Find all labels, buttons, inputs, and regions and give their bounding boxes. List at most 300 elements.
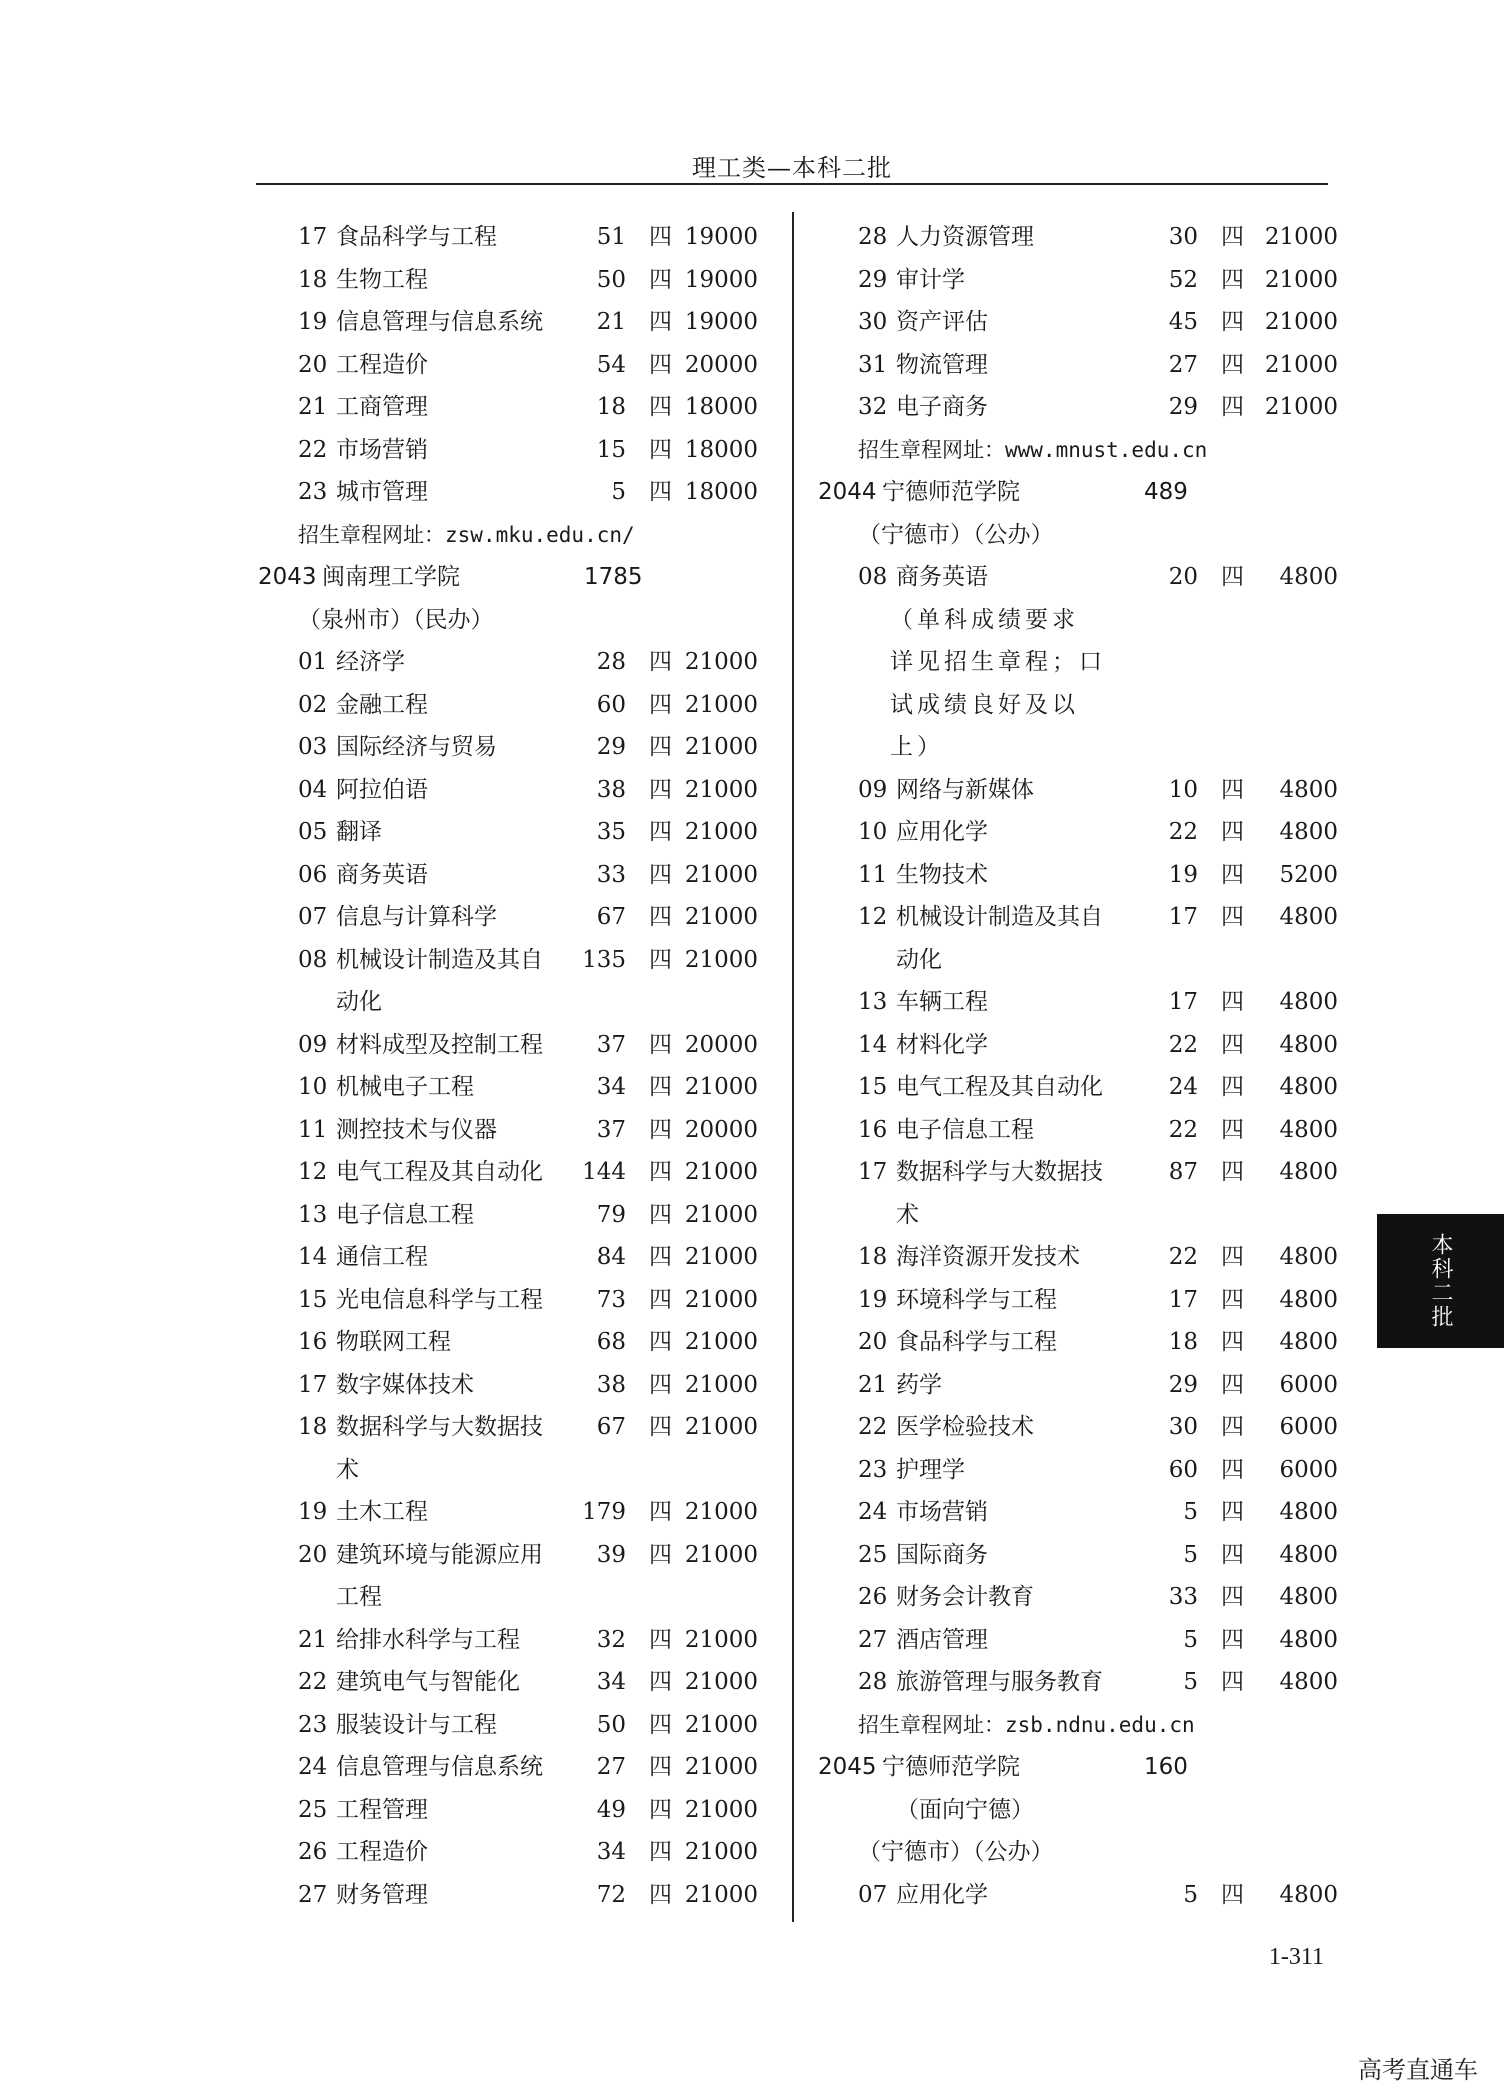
major-fee: 21000 [684,1286,758,1313]
major-code: 09 [858,776,888,803]
university-location: （宁德市）（公办） [858,1839,1054,1865]
major-code: 27 [858,1626,888,1653]
major-years: 四 [1221,1414,1244,1440]
major-row [258,1661,758,1704]
major-code: 24 [298,1754,328,1780]
major-fee: 21000 [684,776,758,803]
major-fee: 4800 [1279,1329,1338,1355]
major-code: 23 [858,1456,888,1483]
major-row [258,1534,758,1577]
major-years: 四 [649,861,672,888]
major-name: 建筑电气与智能化 [336,1669,520,1695]
major-row [818,1491,1338,1534]
major-code: 17 [298,1371,328,1398]
major-quota: 34 [596,1669,626,1695]
major-code: 28 [858,1669,888,1695]
major-years: 四 [649,1626,672,1653]
major-name: 翻译 [336,819,382,845]
major-code: 08 [858,564,888,590]
admission-url-row [258,514,758,557]
major-fee: 4800 [1279,1499,1338,1525]
major-row [258,1874,758,1917]
major-row [818,981,1338,1024]
major-code: 23 [298,479,328,505]
major-fee: 4800 [1279,1159,1338,1185]
major-years: 四 [649,1839,672,1865]
major-fee: 4800 [1279,989,1338,1015]
major-years: 四 [1221,1074,1244,1100]
major-quota: 84 [596,1244,626,1270]
major-row [818,769,1338,812]
major-quota: 39 [596,1541,626,1568]
major-years: 四 [1221,1329,1244,1355]
major-fee: 21000 [684,1499,758,1525]
major-quota: 29 [1168,394,1198,420]
major-code: 20 [298,1541,328,1568]
major-years: 四 [649,734,672,760]
major-code: 16 [298,1329,328,1355]
major-fee: 4800 [1279,1116,1338,1143]
side-tab [1377,1214,1504,1348]
university-name-continuation-row [818,1789,1338,1832]
major-fee: 4800 [1279,1669,1338,1695]
major-row [818,1661,1338,1704]
major-quota: 17 [1168,904,1198,930]
major-fee: 20000 [684,1031,758,1058]
major-row [258,1024,758,1067]
major-name: 信息管理与信息系统 [336,1754,543,1780]
major-years: 四 [649,1541,672,1568]
major-row [818,896,1338,939]
university-code: 2045 [818,1754,877,1780]
major-name: 电子信息工程 [896,1116,1034,1143]
major-name: 医学检验技术 [896,1414,1034,1440]
major-years: 四 [1221,1116,1244,1143]
major-fee: 21000 [684,649,758,675]
major-row [818,259,1338,302]
major-years: 四 [1221,1626,1244,1653]
location-row [258,599,758,642]
major-fee: 20000 [684,1116,758,1143]
major-fee: 4800 [1279,776,1338,803]
admission-url-row [818,1704,1338,1747]
major-years: 四 [649,1371,672,1398]
major-row [258,1109,758,1152]
major-years: 四 [649,819,672,845]
major-name: 海洋资源开发技术 [896,1244,1080,1270]
major-row [258,939,758,982]
major-fee: 21000 [684,734,758,760]
major-name: 商务英语 [896,564,988,590]
major-years: 四 [649,904,672,930]
major-name: 数据科学与大数据技 [336,1414,543,1440]
major-row [258,1704,758,1747]
major-code: 16 [858,1116,888,1143]
major-code: 32 [858,394,888,420]
major-code: 11 [858,861,888,888]
major-years: 四 [649,394,672,420]
major-fee: 21000 [684,1541,758,1568]
major-years: 四 [649,1499,672,1525]
major-quota: 29 [596,734,626,760]
major-years: 四 [649,224,672,250]
major-name: 信息与计算科学 [336,904,497,930]
major-note: 上） [890,734,944,760]
major-years: 四 [649,1329,672,1355]
major-name: 应用化学 [896,1881,988,1908]
major-code: 01 [298,649,328,675]
major-row [818,1151,1338,1194]
major-years: 四 [1221,224,1244,250]
major-years: 四 [649,649,672,675]
major-years: 四 [649,1711,672,1738]
major-years: 四 [649,266,672,293]
major-years: 四 [1221,1371,1244,1398]
major-quota: 50 [596,266,626,293]
major-name-continuation-row [258,981,758,1024]
major-name: 食品科学与工程 [896,1329,1057,1355]
major-code: 27 [298,1881,328,1908]
major-row [258,386,758,429]
major-code: 19 [298,1499,328,1525]
major-code: 22 [858,1414,888,1440]
major-quota: 28 [596,649,626,675]
major-years: 四 [1221,394,1244,420]
major-name: 护理学 [896,1456,965,1483]
major-name: 工程造价 [336,1839,428,1865]
major-code: 25 [298,1796,328,1823]
major-name: 材料化学 [896,1031,988,1058]
major-row [818,301,1338,344]
major-fee: 21000 [684,861,758,888]
major-name: 物联网工程 [336,1329,451,1355]
location-row [818,1831,1338,1874]
major-quota: 27 [596,1754,626,1780]
major-name: 电气工程及其自动化 [336,1159,543,1185]
major-fee: 21000 [684,1371,758,1398]
major-code: 14 [298,1244,328,1270]
major-name: 材料成型及控制工程 [336,1031,543,1058]
major-quota: 79 [596,1201,626,1228]
major-name: 工程造价 [336,351,428,378]
major-name-continuation-row [818,1194,1338,1237]
major-fee: 21000 [684,1669,758,1695]
major-name: 财务会计教育 [896,1584,1034,1610]
major-name: 国际商务 [896,1541,988,1568]
major-row [258,854,758,897]
major-name: 给排水科学与工程 [336,1626,520,1653]
major-name-continuation-row [258,1449,758,1492]
major-fee: 21000 [684,1839,758,1865]
major-fee: 21000 [684,1244,758,1270]
major-quota: 60 [1168,1456,1198,1483]
major-name: 资产评估 [896,309,988,335]
major-quota: 5 [1183,1626,1198,1653]
page-header-title: 理工类—本科二批 [692,154,892,182]
major-code: 11 [298,1116,328,1143]
major-quota: 179 [582,1499,626,1525]
major-row [818,1236,1338,1279]
major-code: 20 [298,351,328,378]
column-divider [792,212,794,1922]
major-quota: 5 [1183,1669,1198,1695]
major-name: 通信工程 [336,1244,428,1270]
major-row [258,1364,758,1407]
major-fee: 6000 [1279,1371,1338,1398]
major-code: 05 [298,819,328,845]
major-years: 四 [1221,1584,1244,1610]
major-name: 车辆工程 [896,989,988,1015]
major-name: 环境科学与工程 [896,1286,1057,1313]
major-row [258,1406,758,1449]
major-code: 30 [858,309,888,335]
major-name: 建筑环境与能源应用 [336,1541,543,1568]
major-years: 四 [1221,1499,1244,1525]
university-row [818,1746,1338,1789]
major-code: 14 [858,1031,888,1058]
major-fee: 4800 [1279,819,1338,845]
major-name: 数据科学与大数据技 [896,1159,1103,1185]
major-row [818,1576,1338,1619]
major-years: 四 [1221,989,1244,1015]
note-row [818,684,1338,727]
major-row [818,1534,1338,1577]
major-quota: 5 [1183,1881,1198,1908]
major-row [258,301,758,344]
major-code: 08 [298,946,328,973]
university-row [818,471,1338,514]
major-years: 四 [1221,1541,1244,1568]
major-fee: 18000 [684,394,758,420]
major-years: 四 [1221,1456,1244,1483]
major-row [258,429,758,472]
major-code: 09 [298,1031,328,1058]
major-code: 18 [298,266,328,293]
major-note: （单科成绩要求 [890,606,1079,633]
major-quota: 18 [1168,1329,1198,1355]
major-quota: 5 [611,479,626,505]
major-name: 电子信息工程 [336,1201,474,1228]
major-code: 12 [858,904,888,930]
major-name: 土木工程 [336,1499,428,1525]
major-fee: 4800 [1279,1584,1338,1610]
major-years: 四 [649,1669,672,1695]
major-row [258,1746,758,1789]
major-row [818,1024,1338,1067]
major-fee: 21000 [684,1754,758,1780]
major-years: 四 [649,1159,672,1185]
major-years: 四 [1221,309,1244,335]
major-fee: 21000 [1264,309,1338,335]
major-fee: 19000 [684,266,758,293]
major-years: 四 [649,309,672,335]
university-name-continuation: （面向宁德） [896,1796,1034,1823]
major-row [818,1066,1338,1109]
major-years: 四 [649,1244,672,1270]
major-fee: 4800 [1279,1244,1338,1270]
major-years: 四 [1221,776,1244,803]
major-name: 人力资源管理 [896,224,1034,250]
major-row [258,896,758,939]
major-name: 物流管理 [896,351,988,378]
major-quota: 54 [596,351,626,378]
major-code: 02 [298,691,328,718]
major-fee: 4800 [1279,904,1338,930]
major-years: 四 [649,1074,672,1100]
major-row [258,344,758,387]
major-quota: 87 [1168,1159,1198,1185]
major-name: 食品科学与工程 [336,224,497,250]
major-row [258,1321,758,1364]
major-name: 经济学 [336,649,405,675]
major-fee: 21000 [684,1626,758,1653]
major-name: 工程管理 [336,1796,428,1823]
major-quota: 33 [1168,1584,1198,1610]
major-years: 四 [1221,1159,1244,1185]
major-row [258,1491,758,1534]
major-quota: 38 [596,776,626,803]
watermark: 高考直通车 [1358,2056,1478,2084]
major-fee: 21000 [1264,224,1338,250]
major-code: 18 [858,1244,888,1270]
major-code: 10 [858,819,888,845]
university-name: 宁德师范学院 [882,479,1020,505]
major-quota: 33 [596,861,626,888]
major-quota: 37 [596,1116,626,1143]
major-fee: 21000 [684,946,758,973]
major-fee: 21000 [684,819,758,845]
major-row [258,811,758,854]
major-code: 04 [298,776,328,803]
major-quota: 73 [596,1286,626,1313]
major-name: 网络与新媒体 [896,776,1034,803]
major-code: 13 [858,989,888,1015]
major-fee: 4800 [1279,1541,1338,1568]
university-name: 宁德师范学院 [882,1754,1020,1780]
major-fee: 21000 [1264,266,1338,293]
right-column [818,216,1338,1916]
university-code: 2043 [258,564,317,590]
major-years: 四 [1221,819,1244,845]
page-number: 1-311 [1268,1944,1324,1970]
major-years: 四 [1221,564,1244,590]
major-fee: 21000 [684,1329,758,1355]
major-quota: 17 [1168,1286,1198,1313]
major-name-continuation-row [258,1576,758,1619]
major-quota: 45 [1168,309,1198,335]
major-name: 阿拉伯语 [336,776,428,803]
major-quota: 35 [596,819,626,845]
major-row [258,1789,758,1832]
major-fee: 21000 [684,1881,758,1908]
major-years: 四 [649,351,672,378]
major-quota: 67 [596,904,626,930]
major-fee: 21000 [684,1796,758,1823]
major-years: 四 [649,1201,672,1228]
major-quota: 5 [1183,1541,1198,1568]
major-name: 生物工程 [336,266,428,293]
admission-url: 招生章程网址：zsb.ndnu.edu.cn [858,1712,1195,1737]
major-row [258,1151,758,1194]
major-code: 26 [858,1584,888,1610]
major-years: 四 [1221,266,1244,293]
major-quota: 60 [596,691,626,718]
major-name: 数字媒体技术 [336,1371,474,1398]
major-fee: 21000 [684,1201,758,1228]
major-code: 22 [298,1669,328,1695]
major-row [258,1194,758,1237]
major-name-continuation: 术 [336,1456,359,1483]
major-row [258,216,758,259]
major-quota: 34 [596,1074,626,1100]
major-years: 四 [649,436,672,463]
admission-url: 招生章程网址：zsw.mku.edu.cn/ [298,522,635,547]
major-name: 商务英语 [336,861,428,888]
major-row [258,471,758,514]
major-name-continuation: 动化 [896,946,942,973]
major-row [818,1279,1338,1322]
major-name: 工商管理 [336,394,428,420]
major-quota: 20 [1168,564,1198,590]
major-row [258,259,758,302]
side-tab-label: 本科二批 [1428,1233,1453,1329]
major-row [818,1109,1338,1152]
major-quota: 24 [1168,1074,1198,1100]
major-code: 26 [298,1839,328,1865]
major-fee: 21000 [684,1414,758,1440]
major-fee: 19000 [684,309,758,335]
major-quota: 22 [1168,819,1198,845]
major-quota: 19 [1168,861,1198,888]
major-code: 20 [858,1329,888,1355]
major-code: 03 [298,734,328,760]
major-quota: 18 [596,394,626,420]
major-years: 四 [649,691,672,718]
major-code: 19 [298,309,328,335]
major-name: 机械设计制造及其自 [896,904,1103,930]
major-years: 四 [649,1414,672,1440]
major-code: 17 [298,224,328,250]
major-fee: 21000 [684,1711,758,1738]
major-code: 25 [858,1541,888,1568]
major-fee: 19000 [684,224,758,250]
major-row [258,726,758,769]
major-fee: 18000 [684,436,758,463]
major-quota: 29 [1168,1371,1198,1398]
major-name: 服装设计与工程 [336,1711,497,1738]
major-name: 电子商务 [896,394,988,420]
major-fee: 21000 [684,1159,758,1185]
major-code: 21 [298,394,328,420]
major-quota: 30 [1168,224,1198,250]
major-name: 信息管理与信息系统 [336,309,543,335]
major-name: 机械电子工程 [336,1074,474,1100]
university-total: 160 [1144,1754,1188,1780]
major-quota: 50 [596,1711,626,1738]
location-row [818,514,1338,557]
major-row [818,386,1338,429]
major-row [818,344,1338,387]
major-row [258,1279,758,1322]
major-name: 测控技术与仪器 [336,1116,497,1143]
major-fee: 4800 [1279,1031,1338,1058]
major-quota: 67 [596,1414,626,1440]
major-row [258,1831,758,1874]
major-quota: 17 [1168,989,1198,1015]
major-row [818,1619,1338,1662]
major-row [818,556,1338,599]
major-quota: 22 [1168,1116,1198,1143]
